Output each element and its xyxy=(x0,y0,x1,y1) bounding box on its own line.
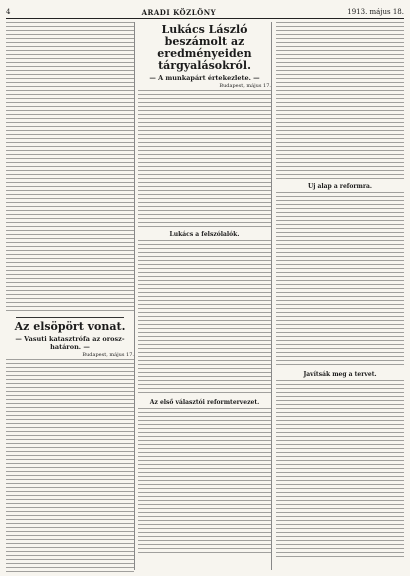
column-right xyxy=(276,22,404,570)
section-heading: Az első választói reformtervezet. xyxy=(149,399,260,406)
article-dateline: Budapest, május 17. xyxy=(219,83,271,89)
body-text-block xyxy=(276,192,404,368)
article-subheadline: — A munkapárt értekezlete. — xyxy=(149,74,260,82)
body-text-block xyxy=(6,22,134,314)
article-headline: Az elsöpört vonat. xyxy=(14,320,126,333)
page-number: 4 xyxy=(6,8,11,16)
body-text-block xyxy=(276,380,404,558)
body-text-block xyxy=(138,90,271,228)
body-text-block xyxy=(138,408,271,556)
column-center xyxy=(138,22,272,570)
body-text-block xyxy=(6,359,134,573)
body-text-block xyxy=(276,22,404,180)
masthead xyxy=(6,6,404,19)
article-headline: Lukács László beszámolt az eredményeiden tárgyalásokról. xyxy=(157,23,252,72)
article-subheadline: — Vasuti katasztrófa az orosz-határon. — xyxy=(15,335,125,351)
divider xyxy=(16,317,124,318)
body-text-block xyxy=(138,240,271,396)
section-heading: Lukács a felszólalók. xyxy=(169,231,240,238)
paper-title: ARADI KÖZLÖNY xyxy=(141,7,217,17)
article-dateline: Budapest, május 17. xyxy=(82,352,134,358)
column-left xyxy=(6,22,135,570)
issue-date: 1913. május 18. xyxy=(347,8,404,16)
section-heading: Uj alap a reformra. xyxy=(307,183,373,190)
section-heading: Javítsák meg a tervet. xyxy=(303,371,377,378)
